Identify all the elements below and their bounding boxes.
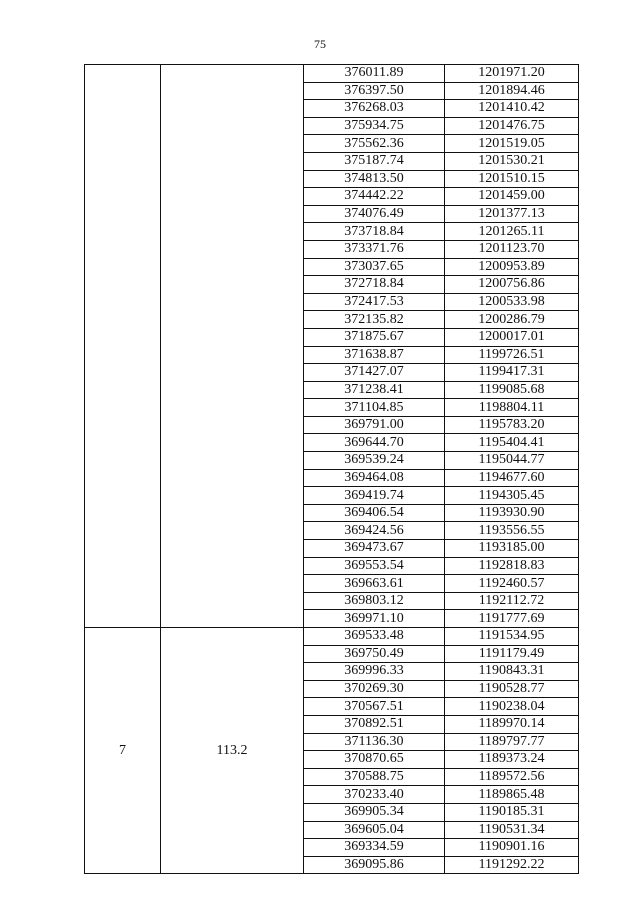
x-coordinate-cell: 369803.12 xyxy=(304,592,445,610)
y-coordinate-cell: 1194677.60 xyxy=(445,469,579,487)
y-coordinate-cell: 1190185.31 xyxy=(445,803,579,821)
x-coordinate-cell: 370233.40 xyxy=(304,786,445,804)
x-coordinate-cell: 370892.51 xyxy=(304,715,445,733)
x-coordinate-cell: 369605.04 xyxy=(304,821,445,839)
y-coordinate-cell: 1201510.15 xyxy=(445,170,579,188)
x-coordinate-cell: 374076.49 xyxy=(304,205,445,223)
y-coordinate-cell: 1201410.42 xyxy=(445,100,579,118)
x-coordinate-cell: 370588.75 xyxy=(304,768,445,786)
x-coordinate-cell: 370269.30 xyxy=(304,680,445,698)
y-coordinate-cell: 1189865.48 xyxy=(445,786,579,804)
y-coordinate-cell: 1201476.75 xyxy=(445,117,579,135)
section-id-cell xyxy=(85,65,161,628)
x-coordinate-cell: 369095.86 xyxy=(304,856,445,874)
x-coordinate-cell: 375934.75 xyxy=(304,117,445,135)
y-coordinate-cell: 1201519.05 xyxy=(445,135,579,153)
x-coordinate-cell: 369406.54 xyxy=(304,504,445,522)
x-coordinate-cell: 369996.33 xyxy=(304,663,445,681)
y-coordinate-cell: 1201971.20 xyxy=(445,65,579,83)
x-coordinate-cell: 371875.67 xyxy=(304,328,445,346)
y-coordinate-cell: 1190528.77 xyxy=(445,680,579,698)
x-coordinate-cell: 369533.48 xyxy=(304,628,445,646)
x-coordinate-cell: 370870.65 xyxy=(304,751,445,769)
y-coordinate-cell: 1192112.72 xyxy=(445,592,579,610)
section-area-cell: 113.2 xyxy=(161,628,304,874)
y-coordinate-cell: 1193556.55 xyxy=(445,522,579,540)
y-coordinate-cell: 1201530.21 xyxy=(445,152,579,170)
y-coordinate-cell: 1195044.77 xyxy=(445,452,579,470)
table-row xyxy=(85,628,579,646)
x-coordinate-cell: 371238.41 xyxy=(304,381,445,399)
y-coordinate-cell: 1190901.16 xyxy=(445,839,579,857)
x-coordinate-cell: 369419.74 xyxy=(304,487,445,505)
x-coordinate-cell: 371136.30 xyxy=(304,733,445,751)
section-area-cell xyxy=(161,65,304,628)
y-coordinate-cell: 1190238.04 xyxy=(445,698,579,716)
y-coordinate-cell: 1194305.45 xyxy=(445,487,579,505)
x-coordinate-cell: 369334.59 xyxy=(304,839,445,857)
y-coordinate-cell: 1200756.86 xyxy=(445,276,579,294)
table-row xyxy=(85,65,579,83)
y-coordinate-cell: 1200533.98 xyxy=(445,293,579,311)
x-coordinate-cell: 372718.84 xyxy=(304,276,445,294)
y-coordinate-cell: 1191179.49 xyxy=(445,645,579,663)
y-coordinate-cell: 1200953.89 xyxy=(445,258,579,276)
y-coordinate-cell: 1200286.79 xyxy=(445,311,579,329)
x-coordinate-cell: 374813.50 xyxy=(304,170,445,188)
x-coordinate-cell: 369971.10 xyxy=(304,610,445,628)
y-coordinate-cell: 1201265.11 xyxy=(445,223,579,241)
y-coordinate-cell: 1195404.41 xyxy=(445,434,579,452)
y-coordinate-cell: 1193930.90 xyxy=(445,504,579,522)
x-coordinate-cell: 372135.82 xyxy=(304,311,445,329)
y-coordinate-cell: 1200017.01 xyxy=(445,328,579,346)
x-coordinate-cell: 373037.65 xyxy=(304,258,445,276)
y-coordinate-cell: 1189797.77 xyxy=(445,733,579,751)
y-coordinate-cell: 1201459.00 xyxy=(445,188,579,206)
x-coordinate-cell: 375562.36 xyxy=(304,135,445,153)
y-coordinate-cell: 1198804.11 xyxy=(445,399,579,417)
y-coordinate-cell: 1191777.69 xyxy=(445,610,579,628)
x-coordinate-cell: 374442.22 xyxy=(304,188,445,206)
y-coordinate-cell: 1189373.24 xyxy=(445,751,579,769)
x-coordinate-cell: 369464.08 xyxy=(304,469,445,487)
x-coordinate-cell: 369750.49 xyxy=(304,645,445,663)
y-coordinate-cell: 1192818.83 xyxy=(445,557,579,575)
x-coordinate-cell: 369791.00 xyxy=(304,416,445,434)
x-coordinate-cell: 372417.53 xyxy=(304,293,445,311)
y-coordinate-cell: 1201377.13 xyxy=(445,205,579,223)
x-coordinate-cell: 371638.87 xyxy=(304,346,445,364)
y-coordinate-cell: 1199726.51 xyxy=(445,346,579,364)
y-coordinate-cell: 1195783.20 xyxy=(445,416,579,434)
y-coordinate-cell: 1191534.95 xyxy=(445,628,579,646)
y-coordinate-cell: 1189572.56 xyxy=(445,768,579,786)
x-coordinate-cell: 369663.61 xyxy=(304,575,445,593)
y-coordinate-cell: 1193185.00 xyxy=(445,540,579,558)
x-coordinate-cell: 376397.50 xyxy=(304,82,445,100)
x-coordinate-cell: 369905.34 xyxy=(304,803,445,821)
y-coordinate-cell: 1192460.57 xyxy=(445,575,579,593)
y-coordinate-cell: 1201123.70 xyxy=(445,240,579,258)
x-coordinate-cell: 376011.89 xyxy=(304,65,445,83)
y-coordinate-cell: 1199085.68 xyxy=(445,381,579,399)
x-coordinate-cell: 370567.51 xyxy=(304,698,445,716)
x-coordinate-cell: 371104.85 xyxy=(304,399,445,417)
y-coordinate-cell: 1199417.31 xyxy=(445,364,579,382)
x-coordinate-cell: 373718.84 xyxy=(304,223,445,241)
x-coordinate-cell: 373371.76 xyxy=(304,240,445,258)
y-coordinate-cell: 1190843.31 xyxy=(445,663,579,681)
x-coordinate-cell: 369473.67 xyxy=(304,540,445,558)
x-coordinate-cell: 371427.07 xyxy=(304,364,445,382)
coordinates-table xyxy=(84,64,579,874)
x-coordinate-cell: 375187.74 xyxy=(304,152,445,170)
page-number: 75 xyxy=(314,37,326,51)
x-coordinate-cell: 369539.24 xyxy=(304,452,445,470)
section-id-cell: 7 xyxy=(85,628,161,874)
x-coordinate-cell: 376268.03 xyxy=(304,100,445,118)
y-coordinate-cell: 1190531.34 xyxy=(445,821,579,839)
x-coordinate-cell: 369424.56 xyxy=(304,522,445,540)
y-coordinate-cell: 1201894.46 xyxy=(445,82,579,100)
x-coordinate-cell: 369644.70 xyxy=(304,434,445,452)
y-coordinate-cell: 1189970.14 xyxy=(445,715,579,733)
y-coordinate-cell: 1191292.22 xyxy=(445,856,579,874)
x-coordinate-cell: 369553.54 xyxy=(304,557,445,575)
